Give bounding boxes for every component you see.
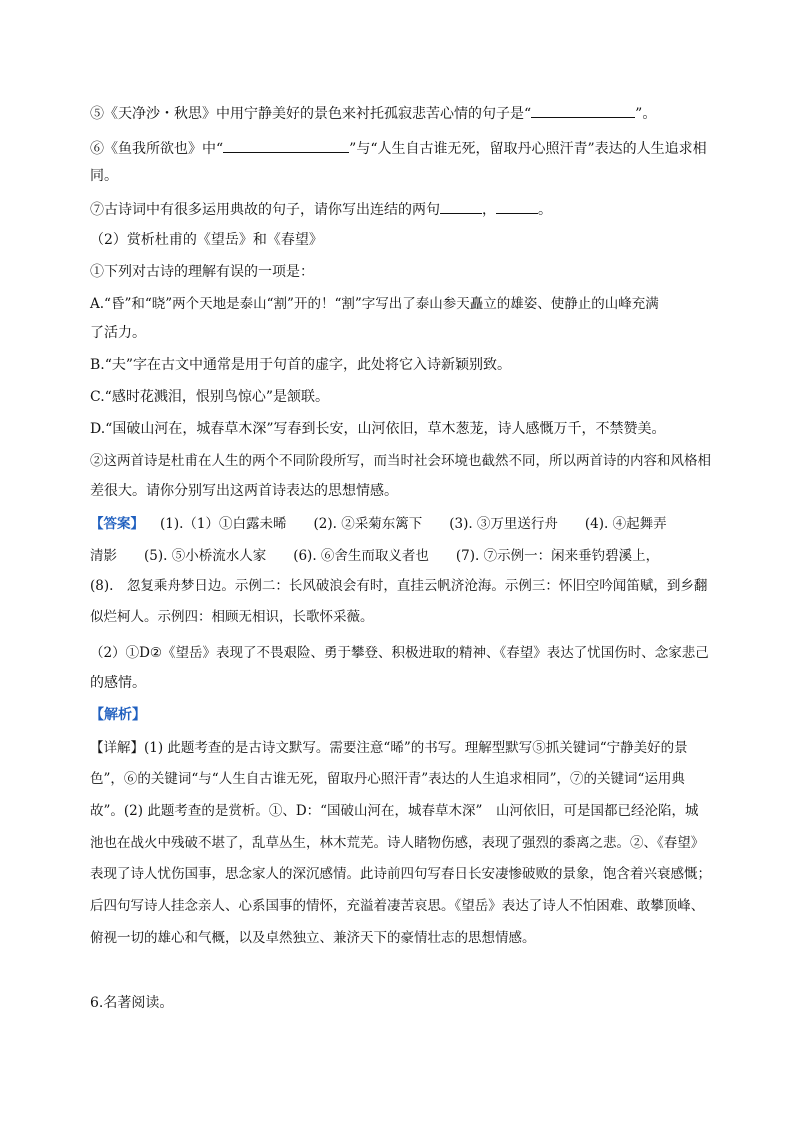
line-text: 池也在战火中残破不堪了，乱草丛生，林木荒芜。诗人睹物伤感，表现了强烈的黍离之悲。②、《春望》 — [90, 835, 705, 851]
answer-line-2 — [90, 548, 710, 564]
line-text: 俯视一切的雄心和气概，以及卓然独立、兼济天下的豪情壮志的思想情感。 — [90, 930, 536, 946]
answer-line-5 — [90, 645, 710, 661]
line-text: 故”。(2) 此题考查的是赏析。①、D：“国破山河在，城春草木深” 山河依旧，可是国都已经沦陷，城 — [90, 803, 699, 819]
option-a-cont — [90, 325, 710, 341]
line-text: 了活力。 — [90, 325, 146, 341]
line-text: ⑥《鱼我所欲也》中“ — [90, 141, 224, 157]
analysis-line-3 — [90, 803, 710, 819]
question-line-6-cont — [90, 168, 710, 184]
analysis-tag: 【解析】 — [90, 707, 146, 723]
answer-blank — [531, 104, 635, 118]
option-d — [90, 421, 710, 437]
line-text: 似烂柯人。示例四：相顾无相识，长歌怀采薇。 — [90, 609, 374, 625]
sub-question-2 — [90, 453, 710, 469]
line-text: 。 — [538, 202, 552, 218]
sub-question-1 — [90, 264, 710, 280]
line-text: 【详解】(1) 此题考查的是古诗文默写。需要注意“晞”的书写。理解型默写⑤抓关键词“宁静美好的景 — [90, 740, 688, 756]
line-text: 后四句写诗人挂念亲人、心系国事的情怀，充溢着凄苦哀思。《望岳》表达了诗人不怕困难、敢攀顶峰、 — [90, 898, 705, 914]
analysis-line-7 — [90, 930, 710, 946]
answer-blank — [223, 139, 349, 153]
question-6-heading — [90, 995, 710, 1011]
line-text: 差很大。请你分别写出这两首诗表达的思想情感。 — [90, 483, 398, 499]
answer-blank — [440, 200, 482, 214]
line-text: ②这两首诗是杜甫在人生的两个不同阶段所写，而当时社会环境也截然不同，所以两首诗的内容和风格相 — [90, 453, 711, 469]
option-c — [90, 389, 710, 405]
answer-line-6 — [90, 675, 710, 691]
line-text: ”。 — [635, 106, 657, 122]
question-line-5 — [90, 104, 710, 122]
analysis-heading — [90, 707, 710, 723]
line-text: A.“昏”和“晓”两个天地是泰山“割”开的！“割”字写出了泰山参天矗立的雄姿、使静止的山峰充满 — [90, 296, 659, 312]
line-text: 表现了诗人忧伤国事，思念家人的深沉感情。此诗前四句写春日长安凄惨破败的景象，饱含着兴衰感慨； — [90, 866, 711, 882]
sub-question-2-cont — [90, 483, 710, 499]
line-text: ， — [482, 202, 496, 218]
line-text: 同。 — [90, 168, 118, 184]
answer-line-1 — [90, 516, 710, 532]
line-text: 的感情。 — [90, 675, 146, 691]
line-text: 清影 (5). ⑤小桥流水人家 (6). ⑥舍生而取义者也 (7). ⑦示例一：闲来垂钓碧溪上， — [90, 548, 660, 564]
answer-blank — [496, 200, 538, 214]
line-text: （2）①D②《望岳》表现了不畏艰险、勇于攀登、积极进取的精神、《春望》表达了忧国伤时、念家悲己 — [90, 645, 709, 661]
line-text: ①下列对古诗的理解有误的一项是： — [90, 264, 314, 280]
answer-line-4 — [90, 609, 710, 625]
line-text: ⑤《天净沙・秋思》中用宁静美好的景色来衬托孤寂悲苦心情的句子是“ — [90, 106, 532, 122]
line-text: (1).（1）①白露未晞 (2). ②采菊东篱下 (3). ③万里送行舟 (4). ④起舞弄 — [160, 516, 667, 532]
line-text: ⑦古诗词中有很多运用典故的句子，请你写出连结的两句 — [90, 202, 440, 218]
option-b — [90, 357, 710, 373]
analysis-line-6 — [90, 898, 710, 914]
option-a — [90, 296, 710, 312]
analysis-line-1 — [90, 740, 710, 756]
answer-line-3 — [90, 578, 710, 594]
line-text: D.“国破山河在，城春草木深”写春到长安，山河依旧，草木葱茏，诗人感慨万千，不禁赞美。 — [90, 421, 666, 437]
answer-tag: 【答案】 — [90, 516, 144, 532]
line-text: 色”，⑥的关键词“与“人生自古谁无死，留取丹心照汗青”表达的人生追求相同”，⑦的关键词“运用典 — [90, 771, 685, 787]
analysis-line-5 — [90, 866, 710, 882]
analysis-line-4 — [90, 835, 710, 851]
question-part-2 — [90, 232, 710, 248]
line-text: 6.名著阅读。 — [90, 995, 174, 1011]
line-text: ”与“人生自古谁无死，留取丹心照汗青”表达的人生追求相 — [349, 141, 707, 157]
question-line-7 — [90, 200, 710, 218]
question-line-6 — [90, 139, 710, 157]
line-text: （2）赏析杜甫的《望岳》和《春望》 — [90, 232, 323, 248]
analysis-line-2 — [90, 771, 710, 787]
line-text: C.“感时花溅泪，恨别鸟惊心”是颔联。 — [90, 389, 329, 405]
line-text: (8). 忽复乘舟梦日边。示例二：长风破浪会有时，直挂云帆济沧海。示例三：怀旧空吟闻笛赋，到乡翻 — [90, 578, 708, 594]
line-text: B.“夫”字在古文中通常是用于句首的虚字，此处将它入诗新颖别致。 — [90, 357, 512, 373]
